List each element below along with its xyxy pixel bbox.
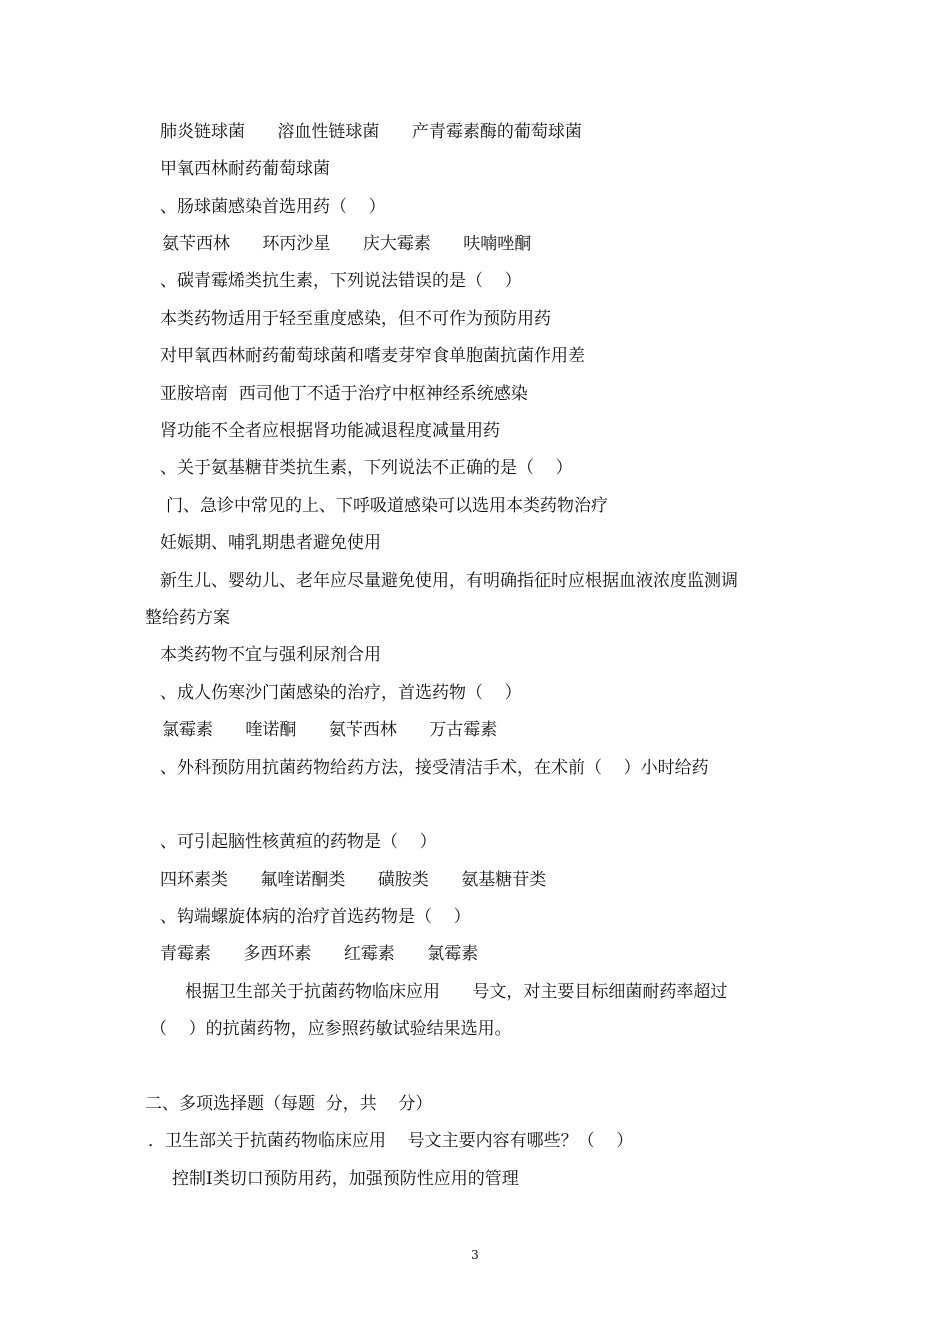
text-line: （ ）的抗菌药物，应参照药敏试验结果选用。	[150, 1019, 512, 1039]
text-line: 、外科预防用抗菌药物给药方法，接受清洁手术，在术前（ ）小时给药	[160, 758, 709, 778]
text-line: 氨苄西林 环丙沙星 庆大霉素 呋喃唑酮	[162, 234, 532, 254]
text-line: 根据卫生部关于抗菌药物临床应用 号文，对主要目标细菌耐药率超过	[185, 982, 728, 1002]
text-line: 肺炎链球菌 溶血性链球菌 产青霉素酶的葡萄球菌	[160, 122, 582, 142]
text-line: 、碳青霉烯类抗生素，下列说法错误的是（ ）	[160, 271, 522, 291]
text-line: 本类药物适用于轻至重度感染，但不可作为预防用药	[160, 309, 551, 329]
text-line: 青霉素 多西环素 红霉素 氯霉素	[160, 944, 479, 964]
text-line: 肾功能不全者应根据肾功能减退程度减量用药	[160, 421, 500, 441]
text-line: 妊娠期、哺乳期患者避免使用	[160, 533, 381, 553]
page-number: 3	[471, 1248, 479, 1262]
text-line: 本类药物不宜与强利尿剂合用	[160, 645, 381, 665]
text-line: 亚胺培南 西司他丁不适于治疗中枢神经系统感染	[160, 384, 528, 404]
text-line: 整给药方案	[145, 608, 230, 628]
section-heading: 二、多项选择题（每题 分，共 分）	[145, 1094, 433, 1114]
text-line: 氯霉素 喹诺酮 氨苄西林 万古霉素	[162, 720, 498, 740]
text-line: 新生儿、婴幼儿、老年应尽量避免使用，有明确指征时应根据血液浓度监测调	[160, 571, 738, 591]
text-line: 甲氧西林耐药葡萄球菌	[160, 159, 330, 179]
text-line: ．卫生部关于抗菌药物临床应用 号文主要内容有哪些？（ ）	[148, 1131, 634, 1151]
text-line: 、成人伤寒沙门菌感染的治疗，首选药物（ ）	[160, 683, 522, 703]
text-line: 、钩端螺旋体病的治疗首选药物是（ ）	[160, 907, 471, 927]
text-line: 对甲氧西林耐药葡萄球菌和嗜麦芽窄食单胞菌抗菌作用差	[160, 346, 585, 366]
text-line: 、可引起脑性核黄疸的药物是（ ）	[160, 832, 437, 852]
text-line: 、关于氨基糖苷类抗生素，下列说法不正确的是（ ）	[160, 458, 573, 478]
text-line: 控制Ⅰ类切口预防用药，加强预防性应用的管理	[172, 1169, 519, 1189]
text-line: 、肠球菌感染首选用药（ ）	[160, 197, 386, 217]
text-line: 四环素类 氟喹诺酮类 磺胺类 氨基糖苷类	[160, 870, 547, 890]
text-line: 门、急诊中常见的上、下呼吸道感染可以选用本类药物治疗	[166, 496, 608, 516]
